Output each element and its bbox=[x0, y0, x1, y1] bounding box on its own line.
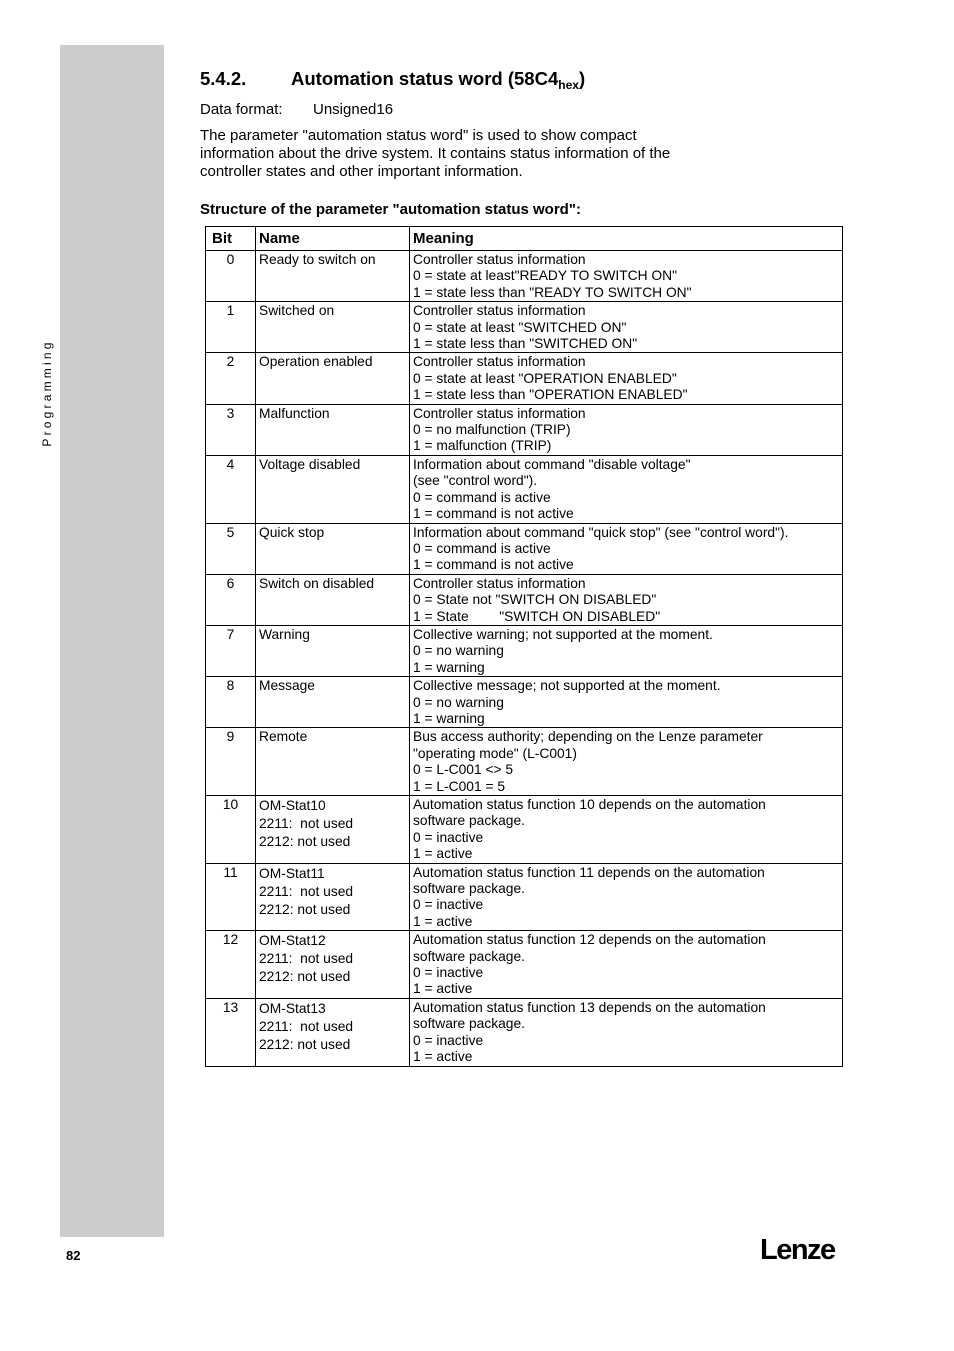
table-row bbox=[206, 523, 843, 574]
meaning-line: 0 = L-C001 <> 5 bbox=[413, 762, 514, 778]
table-row bbox=[206, 863, 843, 931]
description-line: The parameter "automation status word" is used to show compact bbox=[200, 127, 637, 144]
name-cell bbox=[256, 404, 410, 455]
meaning-cell bbox=[410, 574, 843, 625]
name-line: OM-Stat12 bbox=[259, 933, 326, 949]
section-number: 5.4.2. bbox=[200, 68, 247, 89]
table-row bbox=[206, 931, 843, 999]
name-cell bbox=[256, 998, 410, 1066]
table-body bbox=[206, 251, 843, 1067]
meaning-line: software package. bbox=[413, 1016, 525, 1032]
meaning-line: 0 = State not "SWITCH ON DISABLED" bbox=[413, 592, 657, 608]
meaning-line: Bus access authority; depending on the Lenze parameter bbox=[413, 729, 763, 745]
table-header-row bbox=[206, 227, 843, 251]
name-cell bbox=[256, 931, 410, 999]
meaning-cell bbox=[410, 863, 843, 931]
meaning-line: 0 = command is active bbox=[413, 540, 551, 556]
name-line: Warning bbox=[259, 626, 310, 642]
meaning-cell bbox=[410, 302, 843, 353]
meaning-line: Information about command "disable voltage" bbox=[413, 456, 691, 472]
page-number: 82 bbox=[66, 1248, 81, 1263]
name-line: Voltage disabled bbox=[259, 456, 361, 472]
table-row bbox=[206, 574, 843, 625]
meaning-line: Automation status function 11 depends on the automation bbox=[413, 864, 765, 880]
meaning-line: 1 = active bbox=[413, 913, 473, 929]
meaning-line: 0 = inactive bbox=[413, 897, 484, 913]
bit-cell: 6 bbox=[206, 574, 256, 625]
meaning-line: Controller status information bbox=[413, 405, 586, 421]
table-row bbox=[206, 677, 843, 728]
meaning-line: 1 = State "SWITCH ON DISABLED" bbox=[413, 608, 661, 624]
name-cell bbox=[256, 302, 410, 353]
name-line: Message bbox=[259, 678, 315, 694]
section-title: Automation status word (58C4 bbox=[291, 68, 559, 89]
meaning-line: 1 = active bbox=[413, 1049, 473, 1065]
name-line: Switch on disabled bbox=[259, 575, 375, 591]
meaning-line: Automation status function 10 depends on the automation bbox=[413, 797, 766, 812]
bit-cell: 2 bbox=[206, 353, 256, 404]
meaning-line: Controller status information bbox=[413, 575, 586, 591]
meaning-line: 1 = state less than "SWITCHED ON" bbox=[413, 336, 638, 352]
name-line: Malfunction bbox=[259, 405, 330, 421]
section-title-end: ) bbox=[578, 68, 586, 89]
meaning-line: 1 = state less than "READY TO SWITCH ON" bbox=[413, 284, 692, 300]
table-row bbox=[206, 796, 843, 864]
column-header-meaning: Meaning bbox=[410, 227, 843, 251]
meaning-line: 1 = L-C001 = 5 bbox=[413, 778, 506, 794]
name-line: OM-Stat10 bbox=[259, 798, 326, 813]
meaning-line: 0 = state at least"READY TO SWITCH ON" bbox=[413, 268, 677, 284]
section-title-subscript: hex bbox=[558, 78, 579, 92]
name-cell bbox=[256, 677, 410, 728]
bit-cell: 5 bbox=[206, 523, 256, 574]
structure-heading: Structure of the parameter "automation status word": bbox=[200, 201, 581, 218]
sidebar-band bbox=[60, 45, 164, 1237]
bit-cell: 10 bbox=[206, 796, 256, 864]
meaning-line: 0 = inactive bbox=[413, 965, 484, 981]
lenze-logo: Lenze bbox=[760, 1234, 835, 1266]
section-heading bbox=[200, 68, 585, 90]
status-word-table bbox=[205, 226, 843, 1067]
bit-cell: 12 bbox=[206, 931, 256, 999]
meaning-cell bbox=[410, 625, 843, 676]
meaning-cell bbox=[410, 998, 843, 1066]
name-line: 2211: not used bbox=[259, 816, 354, 831]
meaning-line: software package. bbox=[413, 813, 525, 829]
bit-cell: 9 bbox=[206, 728, 256, 796]
meaning-line: 1 = command is not active bbox=[413, 557, 574, 573]
column-header-bit: Bit bbox=[206, 227, 256, 251]
description-line: information about the drive system. It contains status information of the bbox=[200, 145, 671, 162]
meaning-line: Controller status information bbox=[413, 354, 586, 370]
meaning-line: 1 = state less than "OPERATION ENABLED" bbox=[413, 387, 688, 403]
bit-cell: 0 bbox=[206, 251, 256, 302]
column-header-name: Name bbox=[256, 227, 410, 251]
meaning-cell bbox=[410, 404, 843, 455]
meaning-line: Automation status function 13 depends on the automation bbox=[413, 999, 766, 1015]
table-row bbox=[206, 625, 843, 676]
meaning-cell bbox=[410, 728, 843, 796]
meaning-line: 0 = no warning bbox=[413, 694, 504, 710]
table-row bbox=[206, 302, 843, 353]
table-row bbox=[206, 353, 843, 404]
meaning-line: Collective message; not supported at the moment. bbox=[413, 678, 721, 694]
meaning-cell bbox=[410, 677, 843, 728]
table-row bbox=[206, 728, 843, 796]
data-format-value: Unsigned16 bbox=[313, 101, 394, 118]
meaning-line: Collective warning; not supported at the moment. bbox=[413, 626, 713, 642]
meaning-line: 1 = active bbox=[413, 981, 473, 997]
meaning-cell bbox=[410, 931, 843, 999]
meaning-line: software package. bbox=[413, 948, 525, 964]
name-line: OM-Stat13 bbox=[259, 1000, 326, 1016]
name-cell bbox=[256, 353, 410, 404]
meaning-line: "operating mode" (L-C001) bbox=[413, 745, 577, 761]
name-line: 2212: not used bbox=[259, 969, 351, 985]
name-line: 2212: not used bbox=[259, 834, 351, 849]
table-row bbox=[206, 455, 843, 523]
bit-cell: 1 bbox=[206, 302, 256, 353]
name-line: Ready to switch on bbox=[259, 252, 376, 267]
meaning-cell bbox=[410, 455, 843, 523]
name-cell bbox=[256, 863, 410, 931]
meaning-line: 1 = warning bbox=[413, 659, 485, 675]
meaning-line: 0 = state at least "OPERATION ENABLED" bbox=[413, 370, 677, 386]
bit-cell: 4 bbox=[206, 455, 256, 523]
bit-cell: 11 bbox=[206, 863, 256, 931]
data-format bbox=[200, 101, 393, 118]
name-line: 2211: not used bbox=[259, 1018, 354, 1034]
meaning-line: 0 = inactive bbox=[413, 829, 484, 845]
meaning-line: 1 = active bbox=[413, 846, 473, 862]
data-format-label: Data format: bbox=[200, 101, 283, 118]
name-cell bbox=[256, 523, 410, 574]
meaning-line: 0 = no warning bbox=[413, 643, 504, 659]
table-row bbox=[206, 998, 843, 1066]
bit-cell: 7 bbox=[206, 625, 256, 676]
table-row bbox=[206, 251, 843, 302]
name-line: 2212: not used bbox=[259, 901, 351, 917]
meaning-cell bbox=[410, 353, 843, 404]
meaning-line: Controller status information bbox=[413, 303, 586, 319]
name-line: 2211: not used bbox=[259, 883, 354, 899]
bit-cell: 13 bbox=[206, 998, 256, 1066]
name-line: Switched on bbox=[259, 303, 335, 319]
meaning-line: Controller status information bbox=[413, 252, 586, 267]
table-row bbox=[206, 404, 843, 455]
meaning-line: 1 = command is not active bbox=[413, 506, 574, 522]
name-cell bbox=[256, 455, 410, 523]
meaning-line: 0 = state at least "SWITCHED ON" bbox=[413, 319, 627, 335]
meaning-line: software package. bbox=[413, 881, 525, 897]
name-cell bbox=[256, 574, 410, 625]
meaning-cell bbox=[410, 523, 843, 574]
meaning-line: 1 = warning bbox=[413, 710, 485, 726]
name-line: 2211: not used bbox=[259, 951, 354, 967]
meaning-line: (see "control word"). bbox=[413, 473, 538, 489]
description-line: controller states and other important information. bbox=[200, 163, 523, 180]
bit-cell: 8 bbox=[206, 677, 256, 728]
name-cell bbox=[256, 796, 410, 864]
meaning-line: 0 = no malfunction (TRIP) bbox=[413, 422, 571, 438]
meaning-line: Information about command "quick stop" (see "control word"). bbox=[413, 524, 789, 540]
meaning-line: Automation status function 12 depends on the automation bbox=[413, 932, 766, 948]
name-line: Quick stop bbox=[259, 524, 325, 540]
meaning-cell bbox=[410, 251, 843, 302]
name-cell bbox=[256, 251, 410, 302]
name-line: Remote bbox=[259, 729, 308, 745]
name-cell bbox=[256, 728, 410, 796]
meaning-line: 1 = malfunction (TRIP) bbox=[413, 438, 552, 454]
meaning-cell bbox=[410, 796, 843, 864]
name-line: 2212: not used bbox=[259, 1036, 351, 1052]
bit-cell: 3 bbox=[206, 404, 256, 455]
name-line: OM-Stat11 bbox=[259, 865, 325, 881]
description bbox=[200, 127, 740, 181]
sidebar-label: Programming bbox=[40, 339, 54, 447]
meaning-line: 0 = inactive bbox=[413, 1032, 484, 1048]
name-cell bbox=[256, 625, 410, 676]
name-line: Operation enabled bbox=[259, 354, 373, 370]
meaning-line: 0 = command is active bbox=[413, 489, 551, 505]
